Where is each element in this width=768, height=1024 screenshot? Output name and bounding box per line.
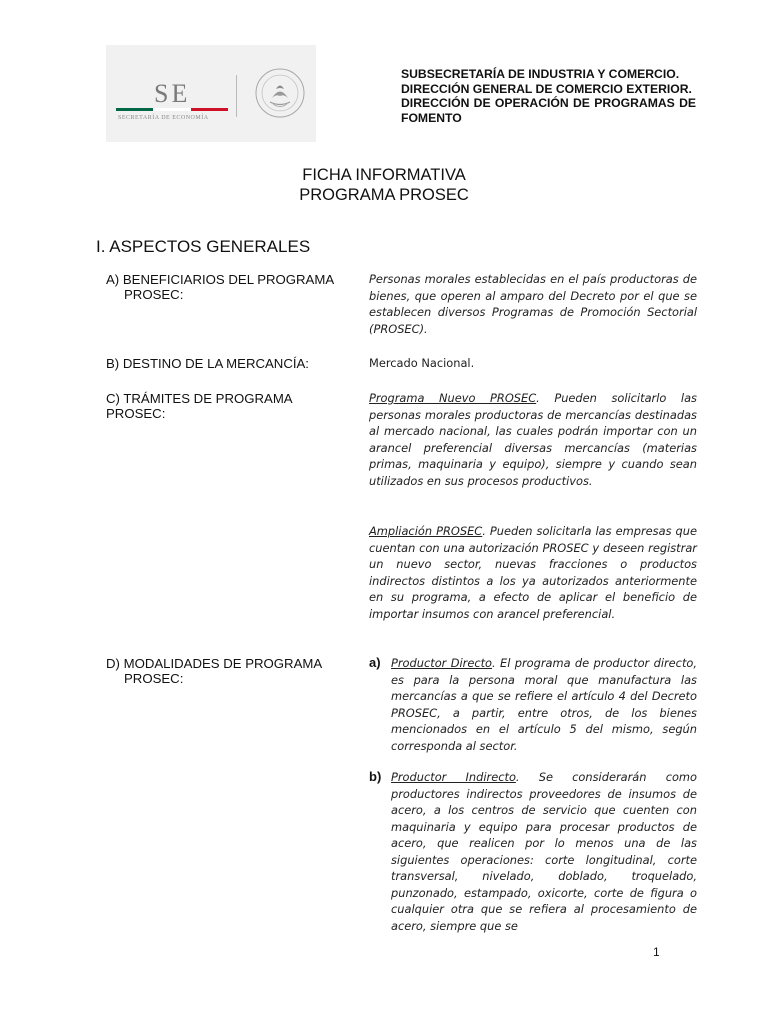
modalidad-title: Productor Indirecto (391, 770, 516, 784)
label-beneficiarios-line2: PROSEC: (124, 287, 184, 302)
label-modalidades-line2: PROSEC: (124, 671, 184, 686)
header-line-subsecretaria: SUBSECRETARÍA DE INDUSTRIA Y COMERCIO. (401, 67, 680, 81)
text-beneficiarios: Personas morales establecidas en el país productoras de bienes, que operen al amparo del Decreto por el que se establecen diversos Programas de Promoción Sectorial (PROSEC). (369, 272, 697, 336)
text-ampliacion-prosec (369, 523, 697, 622)
secretaria-economia-logo (106, 45, 316, 142)
text-destino: Mercado Nacional. (369, 356, 475, 370)
label-beneficiarios (106, 272, 346, 302)
header-line-direccion-general: DIRECCIÓN GENERAL DE COMERCIO EXTERIOR. (401, 81, 692, 96)
modalidad-letter: b) (369, 769, 382, 784)
institution-header (401, 67, 696, 125)
logo-mark: SE (154, 79, 191, 108)
label-tramites (106, 391, 346, 421)
modalidad-title: Productor Directo (391, 656, 493, 670)
ampliacion-prosec-title: Ampliación PROSEC (369, 524, 483, 538)
nuevo-prosec-text: . Pueden solicitarlo las personas morales productoras de mercancías destinadas al mercado nacional, las cuales podrán importar con un arancel preferencial diversas mercancías (materias primas, maquinaria y equipo), siempre y cuando sean utilizados en sus procesos productivos. (369, 391, 697, 488)
logo-subtitle: SECRETARÍA DE ECONOMÍA (118, 115, 209, 121)
modalidad-description: . Se considerarán como productores indirectos proveedores de insumos de acero, a los centros de servicio que cuenten con maquinaria y equipo para procesar productos de acero, que realicen por lo menos una de las siguientes operaciones: corte longitudinal, corte transversal, nivelado, doblado, troquelado, punzonado, estampado, oxicorte, corte de figura o cualquier otra que se refiera al procesamiento de acero, siempre que se (391, 770, 697, 933)
page-number: 1 (653, 945, 660, 959)
modalidad-text (391, 769, 697, 934)
header-line-direccion-operacion: DIRECCIÓN DE OPERACIÓN DE PROGRAMAS DE FOMENTO (401, 96, 696, 125)
mexican-coat-of-arms-icon (254, 67, 306, 119)
modalidad-text (391, 655, 697, 754)
nuevo-prosec-title: Programa Nuevo PROSEC (369, 391, 537, 405)
label-modalidades (106, 656, 346, 686)
label-beneficiarios-line1: A) BENEFICIARIOS DEL PROGRAMA (106, 272, 335, 287)
modalidad-description: . El programa de productor directo, es para la persona moral que manufactura las mercancías a que se refiere el artículo 4 del Decreto PROSEC, a partir, entre otros, de los bienes mencionados en el artículo 5 del mismo, según corresponda al sector. (391, 656, 697, 753)
modalidad-letter: a) (369, 655, 381, 670)
label-destino-line1: B) DESTINO DE LA MERCANCÍA: (106, 356, 309, 371)
title-line-2: PROGRAMA PROSEC (299, 186, 469, 204)
document-title (200, 165, 568, 205)
label-modalidades-line1: D) MODALIDADES DE PROGRAMA (106, 656, 323, 671)
title-line-1: FICHA INFORMATIVA (302, 166, 466, 184)
text-nuevo-prosec (369, 390, 697, 489)
label-destino (106, 356, 346, 371)
logo-divider (236, 75, 237, 117)
label-tramites-line1: C) TRÁMITES DE PROGRAMA PROSEC: (106, 391, 292, 421)
logo-tricolor-stripe (116, 108, 228, 111)
ampliacion-prosec-text: . Pueden solicitarla las empresas que cuentan con una autorización PROSEC y deseen registrar un nuevo sector, nuevas fracciones o productos indirectos distintos a los ya autorizados anteriormente en su programa, a efecto de aplicar el beneficio de importar insumos con arancel preferencial. (369, 524, 698, 621)
section-heading: I. ASPECTOS GENERALES (96, 237, 311, 256)
